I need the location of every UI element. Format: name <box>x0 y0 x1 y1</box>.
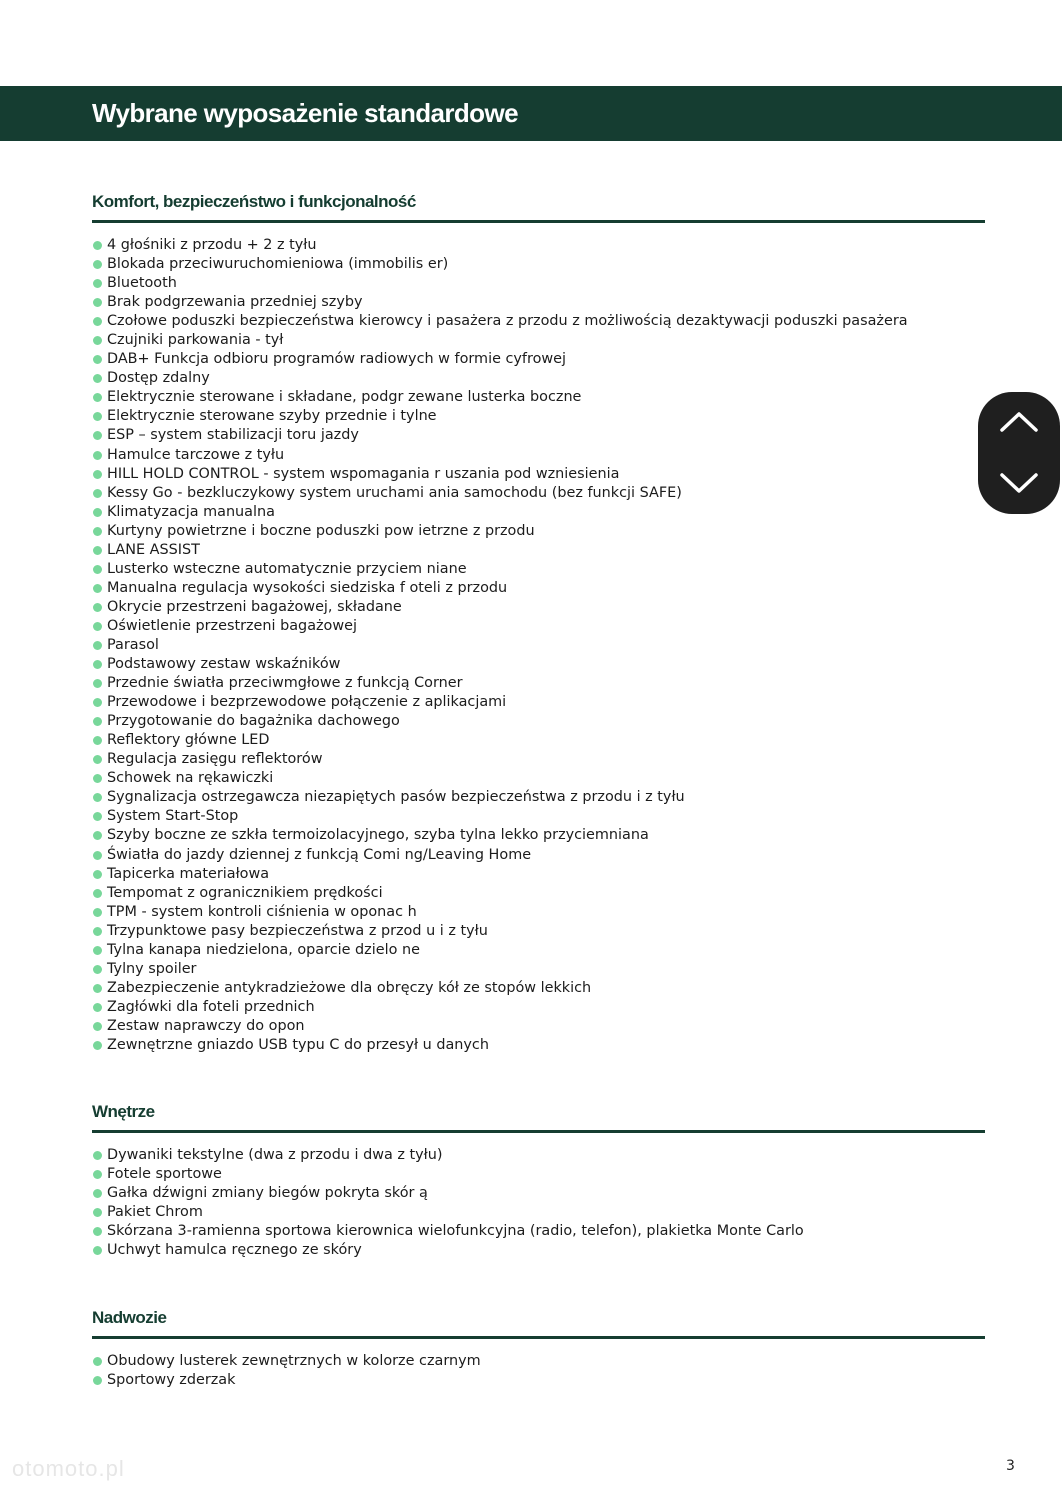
bullet-dot-icon <box>93 908 102 917</box>
list-item <box>92 693 985 712</box>
scroll-up-button[interactable] <box>978 392 1060 453</box>
bullet-dot-icon <box>93 241 102 250</box>
bullet-dot-icon <box>93 412 102 421</box>
list-item-text: Czujniki parkowania - tył <box>107 332 284 349</box>
bullet-dot-icon <box>93 260 102 269</box>
bullet-dot-icon <box>93 660 102 669</box>
bullet-dot-icon <box>93 470 102 479</box>
bullet-dot-icon <box>93 1022 102 1031</box>
bullet-dot-icon <box>93 1189 102 1198</box>
list-item-text: 4 głośniki z przodu + 2 z tyłu <box>107 237 317 253</box>
list-item <box>92 503 985 522</box>
list-item-text: Elektrycznie sterowane i składane, podgr zewane lusterka boczne <box>107 389 582 406</box>
bullet-dot-icon <box>93 793 102 802</box>
list-item <box>92 1222 985 1241</box>
bullet-dot-icon <box>93 1003 102 1012</box>
list-item <box>92 560 985 579</box>
list-item-text: Tempomat z ogranicznikiem prędkości <box>107 884 383 901</box>
bullet-dot-icon <box>93 431 102 440</box>
bullet-dot-icon <box>93 508 102 517</box>
bullet-dot-icon <box>93 831 102 840</box>
list-item-text: Pakiet Chrom <box>107 1204 203 1221</box>
bullet-dot-icon <box>93 755 102 764</box>
list-item <box>92 1203 985 1222</box>
list-item-text: Przewodowe i bezprzewodowe połączenie z aplikacjami <box>107 694 507 711</box>
list-item-text: Klimatyzacja manualna <box>107 503 275 520</box>
list-item-text: Tapicerka materiałowa <box>107 865 270 882</box>
section-wnetrze <box>92 1100 985 1260</box>
list-item <box>92 1146 985 1165</box>
list-item <box>92 655 985 674</box>
list-item <box>92 541 985 560</box>
list-item-text: Bluetooth <box>107 275 177 292</box>
list-item <box>92 579 985 598</box>
bullet-dot-icon <box>93 279 102 288</box>
list-item <box>92 807 985 826</box>
list-item <box>92 1036 985 1055</box>
section-title: Komfort, bezpieczeństwo i funkcjonalność <box>92 192 416 211</box>
section-divider <box>92 1336 985 1339</box>
scroll-down-button[interactable] <box>978 453 1060 514</box>
list-item-text: Zestaw naprawczy do opon <box>107 1017 305 1034</box>
list-item-text: Podstawowy zestaw wskaźników <box>107 656 341 673</box>
chevron-up-icon <box>999 408 1039 436</box>
feature-list <box>92 236 985 1055</box>
bullet-dot-icon <box>93 374 102 383</box>
list-item <box>92 960 985 979</box>
page-number: 3 <box>1006 1458 1015 1474</box>
bullet-dot-icon <box>93 946 102 955</box>
bullet-dot-icon <box>93 1357 102 1366</box>
list-item <box>92 826 985 845</box>
bullet-dot-icon <box>93 698 102 707</box>
list-item <box>92 522 985 541</box>
bullet-dot-icon <box>93 451 102 460</box>
list-item-text: Elektrycznie sterowane szyby przednie i tylne <box>107 408 437 425</box>
list-item-text: Przygotowanie do bagażnika dachowego <box>107 713 400 730</box>
list-item-text: Manualna regulacja wysokości siedziska f oteli z przodu <box>107 579 508 596</box>
list-item-text: Kurtyny powietrzne i boczne poduszki pow ietrzne z przodu <box>107 522 535 539</box>
list-item-text: Skórzana 3-ramienna sportowa kierownica wielofunkcyjna (radio, telefon), plakietka Monte Carlo <box>107 1223 804 1240</box>
list-item-text: Parasol <box>107 636 159 653</box>
list-item-text: TPM - system kontroli ciśnienia w oponac h <box>107 903 417 920</box>
list-item-text: Zewnętrzne gniazdo USB typu C do przesył u danych <box>107 1036 489 1053</box>
list-item-text: Uchwyt hamulca ręcznego ze skóry <box>107 1242 362 1259</box>
bullet-dot-icon <box>93 870 102 879</box>
bullet-dot-icon <box>93 565 102 574</box>
section-title: Nadwozie <box>92 1308 167 1327</box>
list-item <box>92 331 985 350</box>
list-item <box>92 255 985 274</box>
list-item <box>92 731 985 750</box>
bullet-dot-icon <box>93 622 102 631</box>
list-item-text: Zabezpieczenie antykradzieżowe dla obręczy kół ze stopów lekkich <box>107 979 592 996</box>
list-item <box>92 369 985 388</box>
bullet-dot-icon <box>93 774 102 783</box>
list-item <box>92 998 985 1017</box>
list-item-text: Trzypunktowe pasy bezpieczeństwa z przod u i z tyłu <box>107 922 488 939</box>
feature-list <box>92 1146 985 1260</box>
list-item <box>92 941 985 960</box>
watermark: otomoto.pl <box>12 1456 125 1481</box>
bullet-dot-icon <box>93 851 102 860</box>
list-item <box>92 1241 985 1260</box>
list-item-text: Okrycie przestrzeni bagażowej, składane <box>107 598 402 615</box>
list-item-text: Reflektory główne LED <box>107 732 270 749</box>
bullet-dot-icon <box>93 489 102 498</box>
list-item <box>92 617 985 636</box>
list-item <box>92 484 985 503</box>
bullet-dot-icon <box>93 1151 102 1160</box>
bullet-dot-icon <box>93 336 102 345</box>
list-item <box>92 865 985 884</box>
list-item-text: Przednie światła przeciwmgłowe z funkcją Corner <box>107 675 463 692</box>
list-item <box>92 350 985 369</box>
list-item-text: HILL HOLD CONTROL - system wspomagania r uszania pod wzniesienia <box>107 465 620 482</box>
list-item-text: Czołowe poduszki bezpieczeństwa kierowcy i pasażera z przodu z możliwością dezaktywacji poduszki pasażera <box>107 313 908 330</box>
list-item-text: Fotele sportowe <box>107 1166 222 1183</box>
list-item-text: ESP – system stabilizacji toru jazdy <box>107 427 359 444</box>
list-item-text: Obudowy lusterek zewnętrznych w kolorze czarnym <box>107 1353 481 1369</box>
list-item-text: Lusterko wsteczne automatycznie przyciem niane <box>107 560 467 577</box>
list-item-text: Brak podgrzewania przedniej szyby <box>107 294 363 311</box>
list-item <box>92 979 985 998</box>
list-item <box>92 636 985 655</box>
list-item-text: Tylny spoiler <box>107 960 197 977</box>
bullet-dot-icon <box>93 298 102 307</box>
list-item <box>92 388 985 407</box>
bullet-dot-icon <box>93 965 102 974</box>
list-item <box>92 426 985 445</box>
bullet-dot-icon <box>93 584 102 593</box>
bullet-dot-icon <box>93 1246 102 1255</box>
list-item <box>92 312 985 331</box>
bullet-dot-icon <box>93 355 102 364</box>
section-divider <box>92 220 985 223</box>
header-banner <box>0 86 1062 141</box>
list-item <box>92 598 985 617</box>
bullet-dot-icon <box>93 1376 102 1385</box>
section-nadwozie <box>92 1306 985 1390</box>
section-komfort <box>92 190 985 1055</box>
list-item <box>92 1017 985 1036</box>
bullet-dot-icon <box>93 641 102 650</box>
bullet-dot-icon <box>93 393 102 402</box>
feature-list <box>92 1352 985 1390</box>
list-item <box>92 293 985 312</box>
list-item-text: Szyby boczne ze szkła termoizolacyjnego, szyba tylna lekko przyciemniana <box>107 827 649 844</box>
list-item-text: Schowek na rękawiczki <box>107 770 274 787</box>
list-item <box>92 750 985 769</box>
list-item <box>92 903 985 922</box>
list-item-text: LANE ASSIST <box>107 541 200 558</box>
bullet-dot-icon <box>93 679 102 688</box>
list-item <box>92 407 985 426</box>
bullet-dot-icon <box>93 889 102 898</box>
bullet-dot-icon <box>93 317 102 326</box>
bullet-dot-icon <box>93 527 102 536</box>
list-item-text: Zagłówki dla foteli przednich <box>107 998 315 1015</box>
chevron-down-icon <box>999 469 1039 497</box>
page-title: Wybrane wyposażenie standardowe <box>92 98 518 128</box>
bullet-dot-icon <box>93 603 102 612</box>
bullet-dot-icon <box>93 736 102 745</box>
list-item-text: Gałka dźwigni zmiany biegów pokryta skór ą <box>107 1185 428 1202</box>
list-item <box>92 1352 985 1371</box>
list-item <box>92 465 985 484</box>
list-item <box>92 769 985 788</box>
bullet-dot-icon <box>93 1208 102 1217</box>
list-item <box>92 236 985 255</box>
list-item <box>92 1165 985 1184</box>
list-item-text: Regulacja zasięgu reflektorów <box>107 751 323 768</box>
list-item <box>92 674 985 693</box>
bullet-dot-icon <box>93 984 102 993</box>
list-item-text: Sygnalizacja ostrzegawcza niezapiętych pasów bezpieczeństwa z przodu i z tyłu <box>107 789 685 806</box>
list-item <box>92 884 985 903</box>
page-navigation <box>978 392 1060 514</box>
list-item-text: System Start-Stop <box>107 808 239 825</box>
list-item-text: Oświetlenie przestrzeni bagażowej <box>107 617 357 634</box>
list-item-text: DAB+ Funkcja odbioru programów radiowych w formie cyfrowej <box>107 351 567 368</box>
list-item-text: Kessy Go - bezkluczykowy system uruchami ania samochodu (bez funkcji SAFE) <box>107 484 682 501</box>
list-item <box>92 846 985 865</box>
section-divider <box>92 1130 985 1133</box>
list-item-text: Tylna kanapa niedzielona, oparcie dzielo ne <box>107 941 420 958</box>
list-item-text: Dywaniki tekstylne (dwa z przodu i dwa z tyłu) <box>107 1147 443 1163</box>
list-item-text: Sportowy zderzak <box>107 1372 236 1389</box>
list-item-text: Hamulce tarczowe z tyłu <box>107 446 285 463</box>
list-item-text: Dostęp zdalny <box>107 370 210 387</box>
bullet-dot-icon <box>93 546 102 555</box>
list-item-text: Światła do jazdy dziennej z funkcją Comi ng/Leaving Home <box>107 846 532 863</box>
list-item <box>92 274 985 293</box>
list-item <box>92 788 985 807</box>
bullet-dot-icon <box>93 1041 102 1050</box>
list-item-text: Blokada przeciwuruchomieniowa (immobilis er) <box>107 256 449 273</box>
list-item <box>92 1184 985 1203</box>
bullet-dot-icon <box>93 927 102 936</box>
bullet-dot-icon <box>93 717 102 726</box>
list-item <box>92 446 985 465</box>
list-item <box>92 712 985 731</box>
section-title: Wnętrze <box>92 1102 155 1121</box>
list-item <box>92 922 985 941</box>
bullet-dot-icon <box>93 1170 102 1179</box>
bullet-dot-icon <box>93 1227 102 1236</box>
bullet-dot-icon <box>93 812 102 821</box>
list-item <box>92 1371 985 1390</box>
